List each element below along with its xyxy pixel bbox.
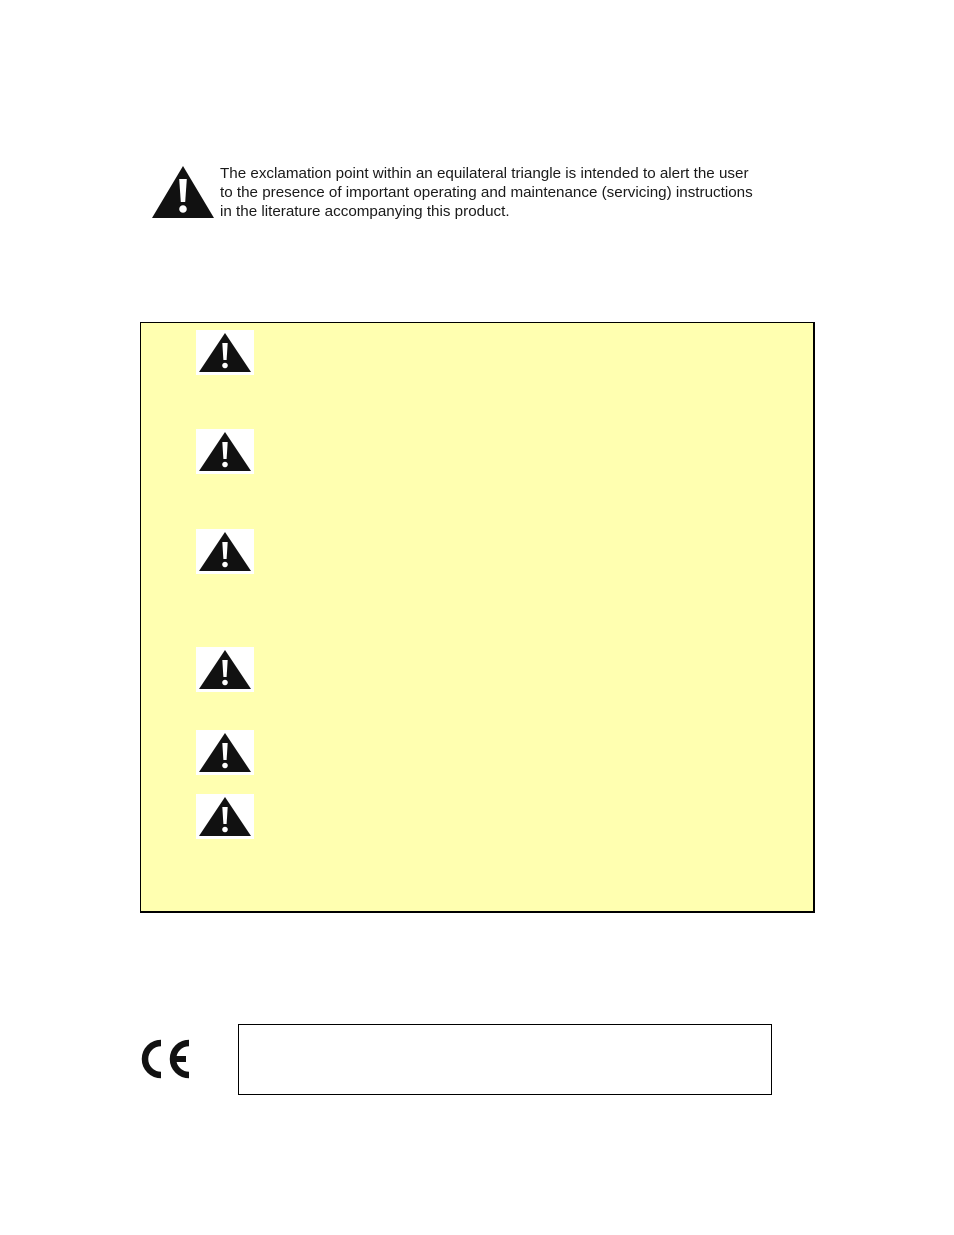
- ce-notice-box: [238, 1024, 772, 1095]
- warning-triangle-icon: [196, 429, 254, 474]
- warnings-box: [140, 322, 815, 913]
- warning-triangle-icon: [196, 529, 254, 574]
- warning-triangle-icon: [196, 730, 254, 775]
- intro-notice-text: The exclamation point within an equilateral triangle is intended to alert the user to the presence of important operating and maintenance (servicing) instructions in the literature accompanying this product.: [220, 165, 753, 220]
- intro-warning-triangle-icon: [150, 164, 216, 220]
- warning-triangle-icon: [196, 794, 254, 839]
- ce-mark-icon: [141, 1038, 195, 1080]
- warning-triangle-icon: [196, 330, 254, 375]
- warning-triangle-icon: [196, 647, 254, 692]
